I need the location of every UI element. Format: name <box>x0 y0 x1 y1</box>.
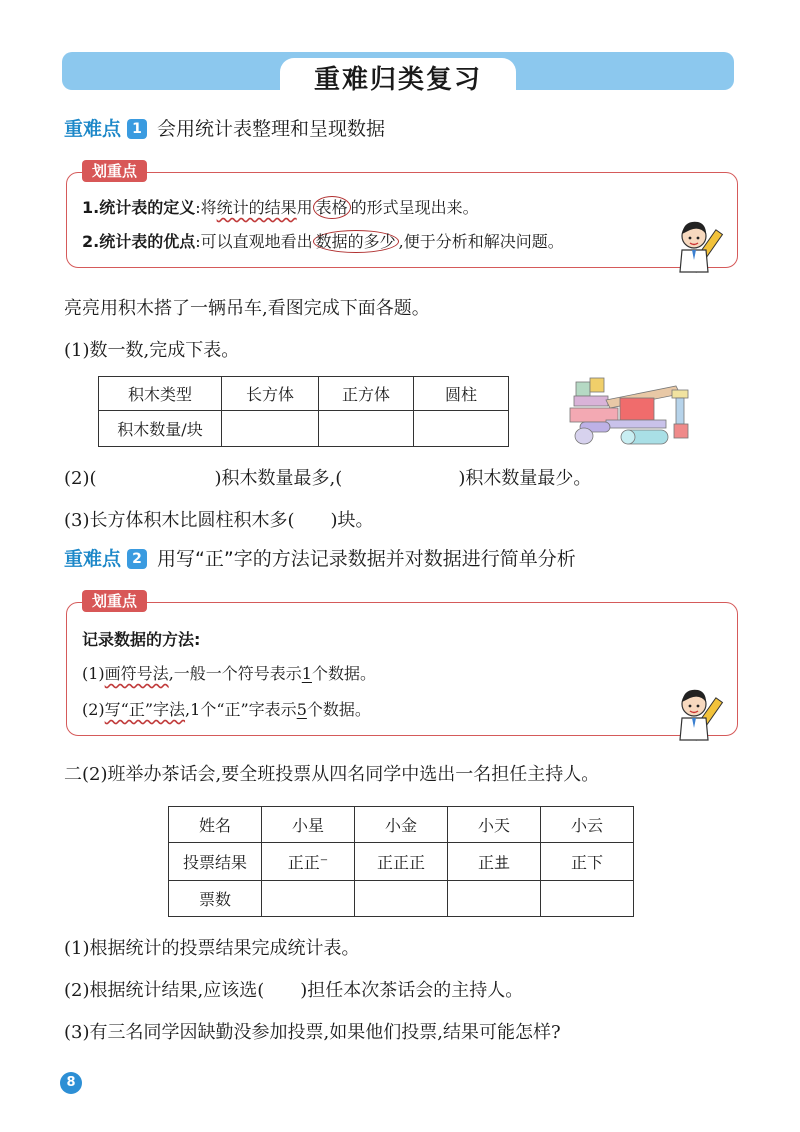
question-part-1: (1)根据统计的投票结果完成统计表。 <box>64 938 360 959</box>
answer-cell[interactable] <box>414 411 509 447</box>
table-header-cell: 小天 <box>448 807 541 843</box>
tally-cell: 正正正 <box>355 843 448 881</box>
method-line-1: (1)画符号法,一般一个符号表示1个数据。 <box>82 664 376 683</box>
advantage-line: 2.统计表的优点:可以直观地看出 数据的多少 ,便于分析和解决问题。 <box>82 232 564 251</box>
table-header-cell: 圆柱 <box>414 377 509 411</box>
question-part-2: (2)根据统计结果,应该选( )担任本次茶话会的主持人。 <box>64 980 524 1001</box>
highlight-label: 划重点 <box>82 590 147 612</box>
table-header-cell: 小星 <box>262 807 355 843</box>
table-header-cell: 长方体 <box>222 377 319 411</box>
key-point-text: 用写“正”字的方法记录数据并对数据进行简单分析 <box>157 548 576 570</box>
answer-cell[interactable] <box>262 881 355 917</box>
key-point-tag: 重难点 <box>64 118 122 140</box>
question-intro: 亮亮用积木搭了一辆吊车,看图完成下面各题。 <box>64 298 430 319</box>
table-header-cell: 积木类型 <box>99 377 222 411</box>
question-intro: 二(2)班举办茶话会,要全班投票从四名同学中选出一名担任主持人。 <box>64 764 600 785</box>
boy-with-pencil-icon <box>672 214 732 278</box>
page-title: 重难归类复习 <box>313 65 482 95</box>
advantage-lead: 2.统计表的优点 <box>82 232 196 251</box>
tally-cell: 正正⁻ <box>262 843 355 881</box>
answer-cell[interactable] <box>448 881 541 917</box>
method-line-2: (2)写“正”字法,1个“正”字表示5个数据。 <box>82 700 371 719</box>
method-title: 记录数据的方法: <box>82 630 201 649</box>
answer-cell[interactable] <box>355 881 448 917</box>
definition-lead: 1.统计表的定义 <box>82 198 196 217</box>
wavy-underline-text: 画符号法 <box>104 664 169 683</box>
block-crane-picture <box>566 372 702 452</box>
wavy-underline-text: 写“正”字法 <box>104 700 186 719</box>
table-header-cell: 姓名 <box>169 807 262 843</box>
definition-line: 1.统计表的定义:将统计的结果用 表格 的形式呈现出来。 <box>82 198 479 217</box>
table-header-cell: 正方体 <box>319 377 414 411</box>
key-point-number: 1 <box>127 119 147 139</box>
answer-cell[interactable] <box>541 881 634 917</box>
vote-table <box>168 806 634 917</box>
boy-with-pencil-icon <box>672 682 732 746</box>
table-row-label: 积木数量/块 <box>99 411 222 447</box>
wavy-underline-text: 统计的结果 <box>216 198 297 217</box>
table-header-cell: 小云 <box>541 807 634 843</box>
page-number: 8 <box>60 1072 82 1094</box>
table-row-label: 票数 <box>169 881 262 917</box>
key-point-2-heading <box>64 546 576 572</box>
question-part-3: (3)长方体积木比圆柱积木多( )块。 <box>64 510 374 531</box>
tally-cell: 正𠀎 <box>448 843 541 881</box>
key-point-1-heading <box>64 116 385 142</box>
answer-cell[interactable] <box>222 411 319 447</box>
table-header-cell: 小金 <box>355 807 448 843</box>
question-part-1: (1)数一数,完成下表。 <box>64 340 240 361</box>
table-row-label: 投票结果 <box>169 843 262 881</box>
key-point-number: 2 <box>127 549 147 569</box>
key-point-text: 会用统计表整理和呈现数据 <box>157 118 386 140</box>
key-point-tag: 重难点 <box>64 548 122 570</box>
highlight-label: 划重点 <box>82 160 147 182</box>
tally-cell: 正下 <box>541 843 634 881</box>
block-count-table <box>98 376 509 447</box>
circled-text: 数据的多少 <box>313 230 399 253</box>
question-part-3: (3)有三名同学因缺勤没参加投票,如果他们投票,结果可能怎样? <box>64 1022 561 1043</box>
circled-text: 表格 <box>313 196 351 219</box>
answer-cell[interactable] <box>319 411 414 447</box>
question-part-2: (2)( )积木数量最多,( )积木数量最少。 <box>64 468 592 489</box>
